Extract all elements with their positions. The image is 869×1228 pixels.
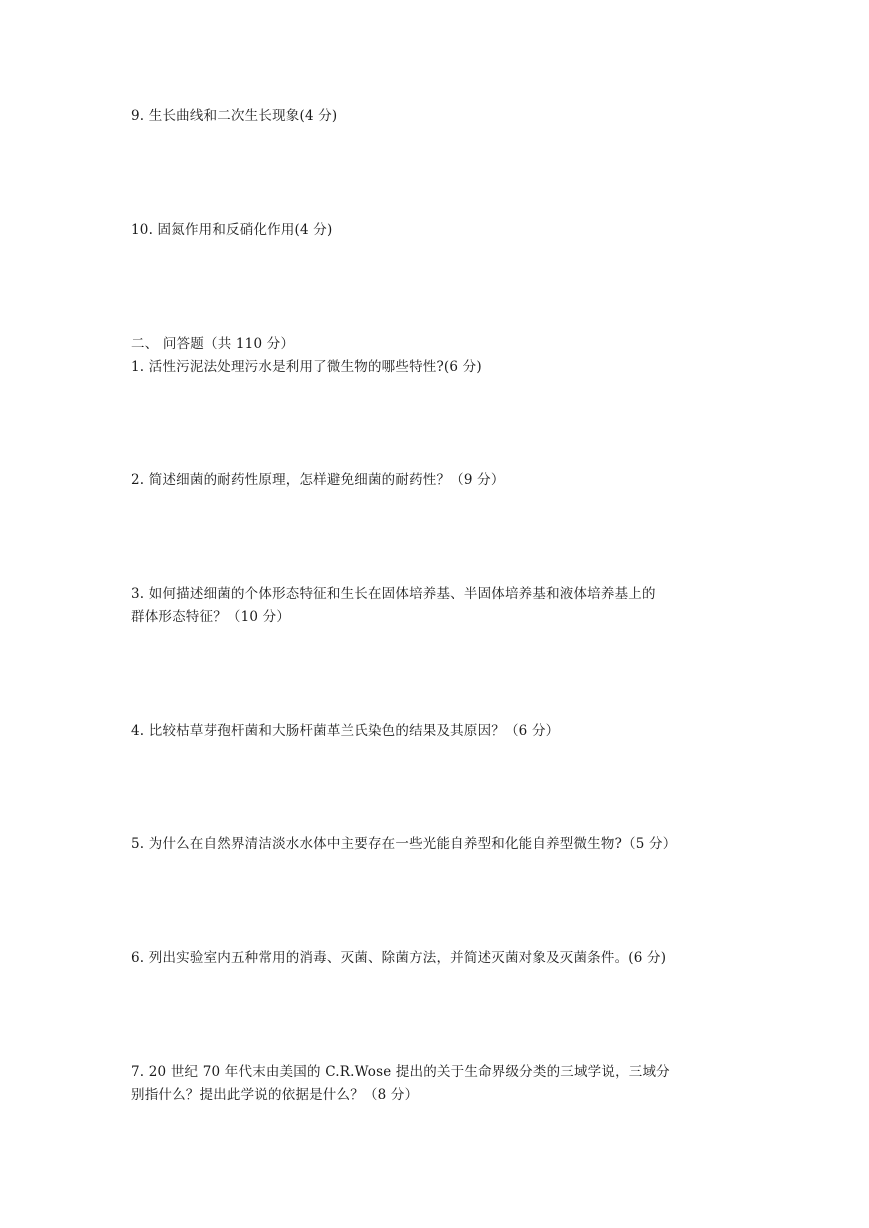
qa-question-5: 5. 为什么在自然界清洁淡水水体中主要存在一些光能自养型和化能自养型微生物?（5 分） (131, 836, 677, 852)
question-9: 9. 生长曲线和二次生长现象(4 分) (131, 108, 338, 124)
section-heading: 二、 问答题（共 110 分） (131, 336, 295, 352)
qa-question-7-line-2: 别指什么？提出此学说的依据是什么？（8 分） (131, 1087, 419, 1103)
qa-question-6: 6. 列出实验室内五种常用的消毒、灭菌、除菌方法，并简述灭菌对象及灭菌条件。(6 分) (131, 950, 667, 966)
question-10: 10. 固氮作用和反硝化作用(4 分) (131, 222, 333, 238)
qa-question-3-line-2: 群体形态特征？（10 分） (131, 609, 291, 625)
qa-question-1: 1. 活性污泥法处理污水是利用了微生物的哪些特性?(6 分) (131, 359, 482, 375)
qa-question-4: 4. 比较枯草芽孢杆菌和大肠杆菌革兰氏染色的结果及其原因？（6 分） (131, 723, 560, 739)
qa-question-7-line-1: 7. 20 世纪 70 年代末由美国的 C.R.Wose 提出的关于生命界级分类的三域学说，三域分 (131, 1064, 670, 1080)
qa-question-2: 2. 简述细菌的耐药性原理，怎样避免细菌的耐药性？（9 分） (131, 472, 505, 488)
qa-question-3-line-1: 3. 如何描述细菌的个体形态特征和生长在固体培养基、半固体培养基和液体培养基上的 (131, 586, 656, 602)
